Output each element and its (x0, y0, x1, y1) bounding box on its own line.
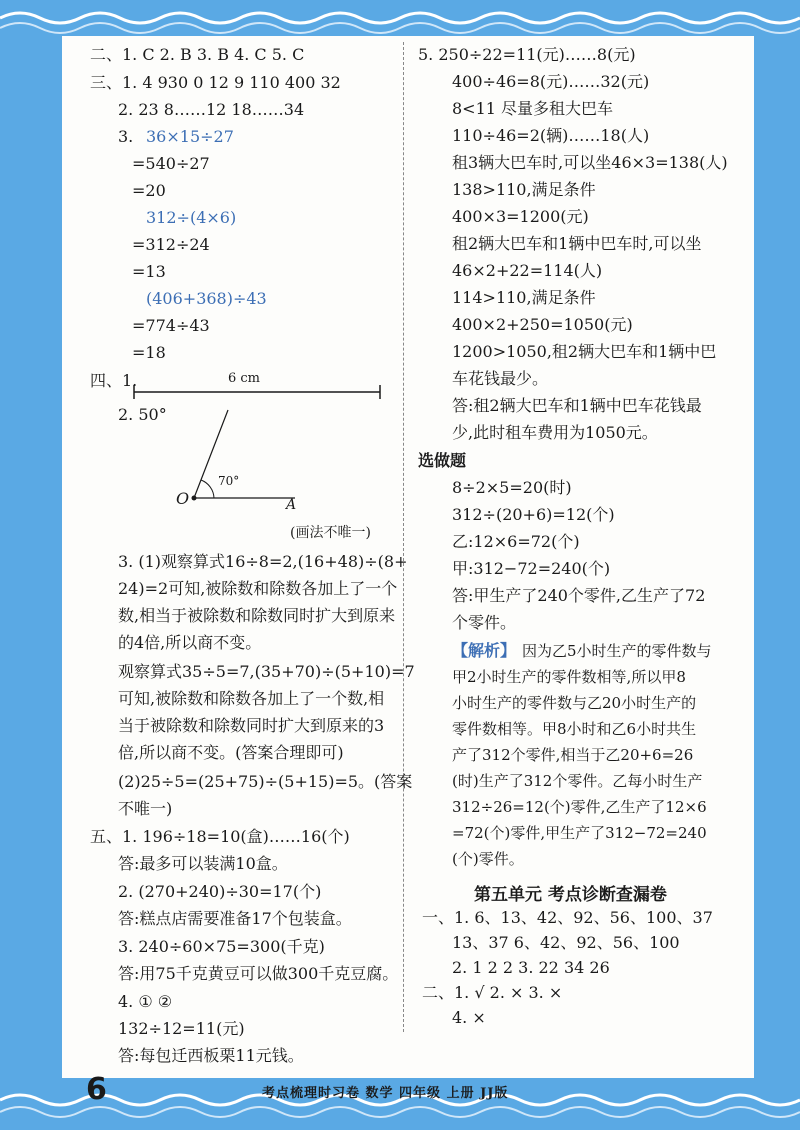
answer-line: 答:糕点店需要准备17个包装盒。 (118, 909, 352, 928)
angle-diagram (170, 404, 320, 514)
answer-line: 租2辆大巴车和1辆中巴车时,可以坐 (452, 234, 702, 253)
answer-line: 8÷2×5=20(时) (452, 478, 572, 497)
answer-line: (2)25÷5=(25+75)÷(5+15)=5。(答案 (118, 772, 413, 791)
analysis-line: 312÷26=12(个)零件,乙生产了12×6 (452, 798, 707, 816)
answer-line: 3. 240÷60×75=300(千克) (118, 937, 325, 956)
expression-line: =20 (132, 181, 166, 200)
segment-label: 6 cm (228, 371, 261, 386)
answer-line: 答:每包迁西板栗11元钱。 (118, 1046, 304, 1065)
footer-text: 考点梳理时习卷 数学 四年级 上册 JJ版 (262, 1086, 509, 1101)
answer-line: 4. × (452, 1008, 486, 1027)
answer-line: 答:用75千克黄豆可以做300千克豆腐。 (118, 964, 399, 983)
expression-line: =13 (132, 262, 166, 281)
answer-number: 2. 50° (118, 405, 167, 424)
answer-line: 114>110,满足条件 (452, 288, 596, 307)
answer-line: 1200>1050,租2辆大巴车和1辆中巴 (452, 342, 717, 361)
answer-line: 46×2+22=114(人) (452, 261, 603, 280)
answer-number: 3. (118, 127, 134, 146)
answer-line: 4. ① ② (118, 992, 173, 1011)
answer-line: 个零件。 (452, 613, 517, 632)
expression-line: =18 (132, 343, 166, 362)
answer-line: 答:甲生产了240个零件,乙生产了72 (452, 586, 706, 605)
optional-heading: 选做题 (418, 451, 467, 470)
answer-line: 答:租2辆大巴车和1辆中巴车花钱最 (452, 396, 702, 415)
expression-line: =540÷27 (132, 154, 210, 173)
answer-line: 312÷(20+6)=12(个) (452, 505, 615, 524)
answer-line: 5. 250÷22=11(元)……8(元) (418, 45, 636, 64)
answer-line: 3. (1)观察算式16÷8=2,(16+48)÷(8+ (118, 552, 408, 571)
analysis-line: (时)生产了312个零件。乙每小时生产 (452, 772, 703, 790)
answer-line: 2. (270+240)÷30=17(个) (118, 882, 322, 901)
top-wave-border (0, 0, 800, 40)
answer-line: 一、1. 6、13、42、92、56、100、37 (422, 908, 713, 927)
analysis-line: 小时生产的零件数与乙20小时生产的 (452, 694, 697, 712)
answer-line: 五、1. 196÷18=10(盒)……16(个) (90, 827, 350, 846)
answer-line: 二、1. √ 2. × 3. × (422, 983, 563, 1002)
expression-line: 36×15÷27 (146, 127, 234, 146)
expression-line: =312÷24 (132, 235, 210, 254)
answer-line: 400×3=1200(元) (452, 207, 589, 226)
answer-number: 四、1. (90, 371, 138, 390)
answer-line: 24)=2可知,被除数和除数各加上了一个 (118, 579, 398, 598)
answer-line: 少,此时租车费用为1050元。 (452, 423, 658, 442)
expression-line: =774÷43 (132, 316, 210, 335)
page-number: 6 (86, 1072, 107, 1107)
unit-title: 第五单元 考点诊断查漏卷 (474, 885, 667, 905)
point-o-label: O (176, 489, 190, 508)
analysis-tag: 【解析】 (452, 641, 517, 660)
answer-line: 数,相当于被除数和除数同时扩大到原来 (118, 606, 396, 625)
answer-line: 400×2+250=1050(元) (452, 315, 633, 334)
column-divider (403, 42, 404, 1032)
analysis-line: =72(个)零件,甲生产了312−72=240 (452, 824, 707, 842)
answer-line: 车花钱最少。 (452, 369, 549, 388)
note: (画法不唯一) (290, 525, 371, 541)
analysis-line: 因为乙5小时生产的零件数与 (522, 642, 712, 660)
answer-line: 400÷46=8(元)……32(元) (452, 72, 650, 91)
answer-line: 2. 1 2 2 3. 22 34 26 (452, 958, 610, 977)
analysis-line: 甲2小时生产的零件数相等,所以甲8 (452, 668, 686, 686)
analysis-line: 产了312个零件,相当于乙20+6=26 (452, 746, 694, 764)
answer-line: 的4倍,所以商不变。 (118, 633, 262, 652)
answer-line: 甲:312−72=240(个) (452, 559, 611, 578)
expression-line: 312÷(4×6) (146, 208, 237, 227)
answer-line: 8<11 尽量多租大巴车 (452, 99, 614, 118)
analysis-line: (个)零件。 (452, 850, 524, 868)
point-a-label: A (286, 497, 297, 513)
answer-line: 110÷46=2(辆)……18(人) (452, 126, 650, 145)
answer-line: 13、37 6、42、92、56、100 (452, 933, 680, 952)
answer-line: 2. 23 8……12 18……34 (118, 100, 305, 119)
answer-line: 答:最多可以装满10盒。 (118, 854, 288, 873)
answer-line: 可知,被除数和除数各加上了一个数,相 (118, 689, 385, 708)
answer-line: 当于被除数和除数同时扩大到原来的3 (118, 716, 385, 735)
answer-line: 二、1. C 2. B 3. B 4. C 5. C (90, 45, 305, 64)
answer-line: 不唯一) (118, 799, 173, 818)
answer-line: 观察算式35÷5=7,(35+70)÷(5+10)=7 (118, 662, 415, 681)
answer-line: 租3辆大巴车时,可以坐46×3=138(人) (452, 153, 728, 172)
answer-line: 132÷12=11(元) (118, 1019, 245, 1038)
analysis-line: 零件数相等。甲8小时和乙6小时共生 (452, 720, 697, 738)
angle-label: 70° (218, 474, 240, 488)
answer-line: 倍,所以商不变。(答案合理即可) (118, 743, 344, 762)
answer-line: 138>110,满足条件 (452, 180, 596, 199)
expression-line: (406+368)÷43 (146, 289, 267, 308)
answer-line: 乙:12×6=72(个) (452, 532, 580, 551)
answer-line: 三、1. 4 930 0 12 9 110 400 32 (90, 73, 341, 92)
